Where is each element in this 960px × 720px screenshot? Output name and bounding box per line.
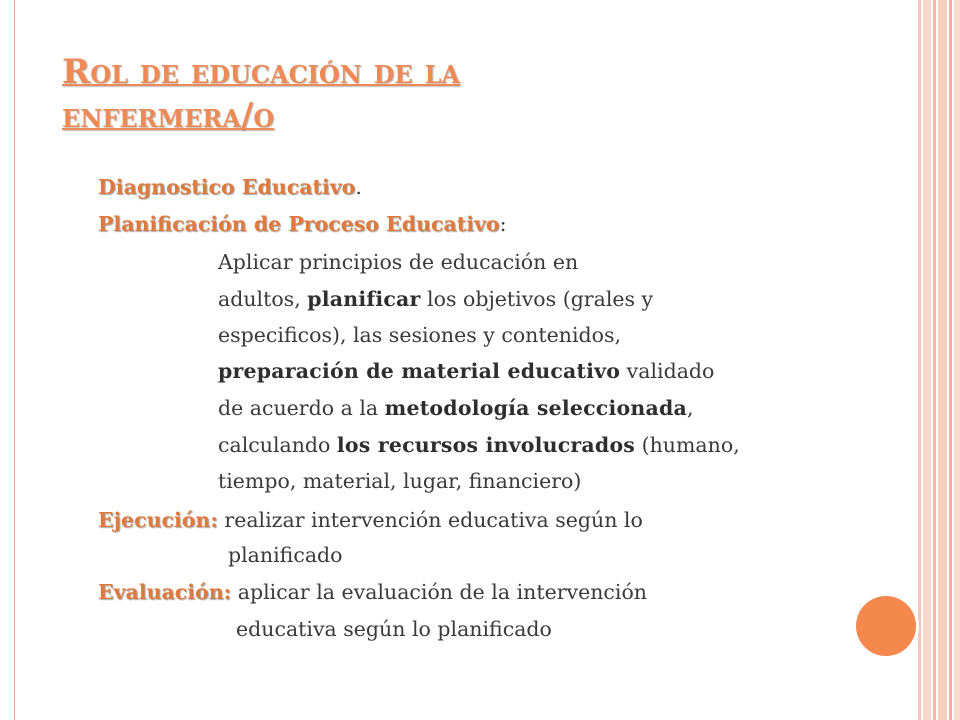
title-line-1: Rol de educación de la (62, 52, 461, 92)
planificacion-line (218, 282, 653, 316)
text-run: validado (620, 359, 715, 383)
item-label: Planificación de Proceso Educativo (98, 212, 500, 236)
list-item-ejecucion (98, 503, 643, 537)
item-label: Evaluación: (98, 580, 232, 604)
evaluacion-continuation: educativa según lo planificado (236, 617, 552, 641)
slide-title (62, 50, 822, 138)
left-border-line (14, 0, 15, 720)
text-run: , (686, 396, 694, 420)
title-line-2: enfermera/o (62, 96, 275, 136)
right-stripe (918, 0, 921, 720)
planificacion-line (218, 354, 714, 388)
right-stripe (954, 0, 960, 720)
text-run: de acuerdo a la (218, 396, 385, 420)
bold-text: planificar (307, 287, 421, 311)
ejecucion-continuation: planificado (228, 543, 343, 567)
item-punct: . (355, 175, 362, 199)
planificacion-line: Aplicar principios de educación en (218, 250, 579, 274)
item-punct: : (499, 212, 507, 236)
list-item-planificacion (98, 207, 507, 241)
text-run: adultos, (218, 287, 308, 311)
item-text: realizar intervención educativa según lo (217, 508, 643, 532)
item-text: aplicar la evaluación de la intervención (231, 580, 648, 604)
planificacion-line (218, 391, 694, 425)
text-run: los objetivos (grales y (420, 287, 654, 311)
decorative-circle (856, 596, 916, 656)
text-run: calculando (218, 433, 337, 457)
item-label: Ejecución: (98, 508, 218, 532)
list-item-diagnostico (98, 170, 362, 204)
bold-text: los recursos involucrados (336, 433, 636, 457)
right-stripe (933, 0, 936, 720)
list-item-evaluacion (98, 575, 647, 609)
item-label: Diagnostico Educativo (98, 175, 356, 199)
right-stripe (923, 0, 931, 720)
bold-text: metodología seleccionada (384, 396, 687, 420)
text-run: (humano, (635, 433, 740, 457)
planificacion-line (218, 428, 740, 462)
planificacion-line: tiempo, material, lugar, financiero) (218, 469, 582, 493)
bold-text: preparación de material educativo (218, 359, 621, 383)
right-stripe (938, 0, 947, 720)
planificacion-line: especificos), las sesiones y contenidos, (218, 323, 622, 347)
right-stripe (949, 0, 952, 720)
